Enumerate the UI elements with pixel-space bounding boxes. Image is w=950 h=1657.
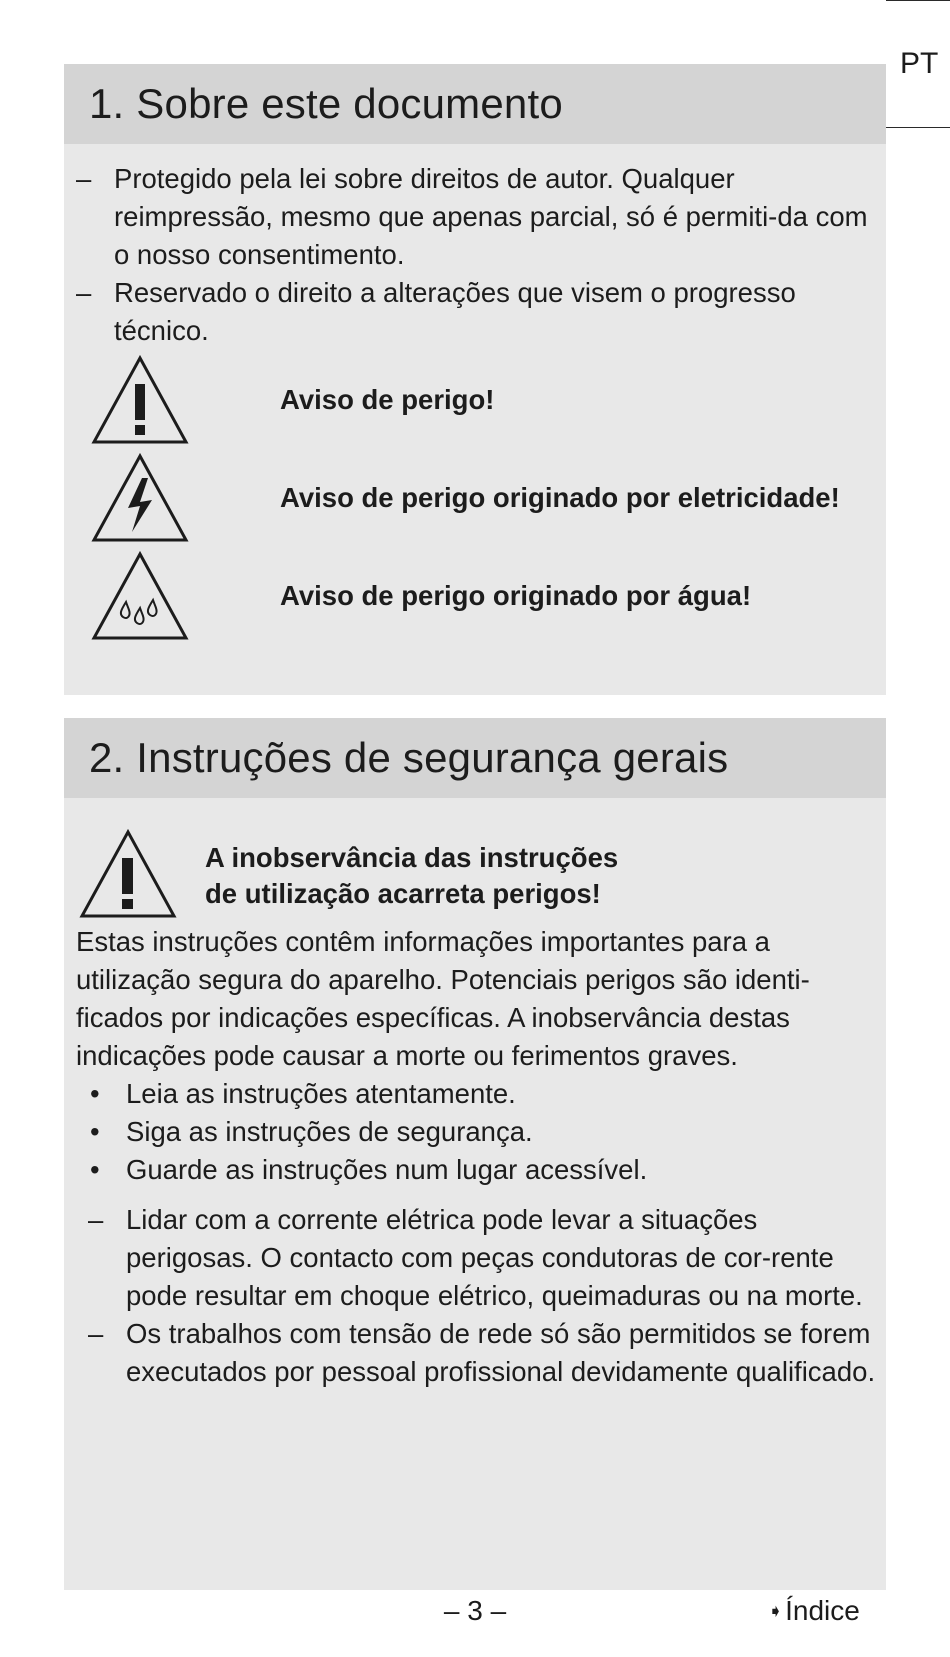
index-link[interactable]: [768, 1595, 860, 1627]
warning-label: Aviso de perigo!: [280, 384, 495, 415]
dash-item: – Os trabalhos com tensão de rede só são permitidos se forem executados por pessoal profissional devidamente qualificado.: [76, 1315, 886, 1391]
warning-row-water: [90, 550, 880, 646]
exclamation-warning-icon: [90, 354, 190, 446]
dash-item: – Reservado o direito a alterações que visem o progresso técnico.: [64, 274, 876, 350]
bullet-item: • Leia as instruções atentamente.: [76, 1075, 886, 1113]
safety-dash-list: [76, 1201, 886, 1391]
usage-warning-line: A inobservância das instruções: [205, 842, 619, 873]
bullet-item: • Guarde as instruções num lugar acessível.: [76, 1151, 886, 1189]
warning-label: Aviso de perigo originado por água!: [280, 580, 752, 611]
bullet-item: • Siga as instruções de segurança.: [76, 1113, 886, 1151]
usage-warning: [78, 828, 878, 928]
warning-label: Aviso de perigo originado por eletricidade!: [280, 482, 840, 513]
usage-warning-line: de utilização acarreta perigos!: [205, 878, 601, 909]
warning-row-general: [90, 354, 880, 450]
usage-warning-text: [205, 840, 618, 912]
section-1-dash-list: [64, 160, 886, 350]
section-general-safety: [64, 718, 886, 1590]
arrow-right-icon: ➧: [768, 1601, 784, 1621]
section-about-document: [64, 64, 886, 695]
page-number: – 3 –: [443, 1595, 507, 1626]
water-warning-icon: [90, 550, 190, 642]
safety-bullet-list: [76, 1075, 886, 1189]
section-1-title: 1. Sobre este documento: [64, 64, 886, 144]
exclamation-warning-icon: [78, 828, 178, 920]
section-2-content: [76, 923, 886, 1391]
language-label: PT: [900, 47, 939, 80]
section-2-title: 2. Instruções de segurança gerais: [64, 718, 886, 798]
electricity-warning-icon: [90, 452, 190, 544]
language-tab: [886, 0, 950, 128]
dash-item: – Protegido pela lei sobre direitos de autor. Qualquer reimpressão, mesmo que apenas parcial, só é permiti-da com o nosso consentimento.: [64, 160, 876, 274]
warning-row-electricity: [90, 452, 880, 548]
dash-item: – Lidar com a corrente elétrica pode levar a situações perigosas. O contacto com peças condutoras de cor-rente pode resultar em choque elétrico, queimaduras ou na morte.: [76, 1201, 886, 1315]
index-link-label: Índice: [785, 1595, 860, 1626]
safety-paragraph: Estas instruções contêm informações importantes para a utilização segura do aparelho. Potenciais perigos são identi-ficados por indicações específicas. A inobservância destas indicações pode causar a morte ou ferimentos graves.: [76, 926, 810, 1071]
